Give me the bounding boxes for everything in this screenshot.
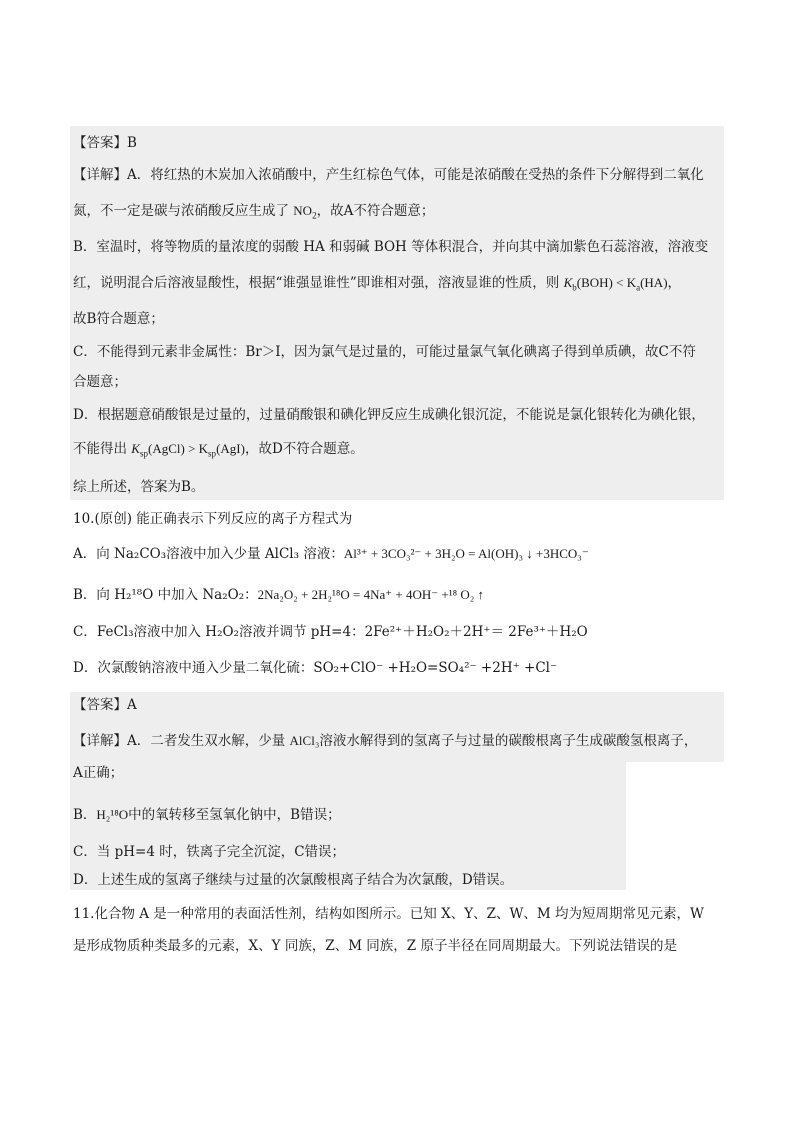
q10-option-a: A．向 Na₂CO₃溶液中加入少量 AlCl₃ 溶液：Al³⁺ + 3CO₃²⁻ + 3H₂O = Al(OH)₃ ↓ +3HCO₃⁻ bbox=[73, 546, 589, 562]
detail-d-line1: D．根据题意硝酸银是过量的，过量硝酸银和碘化钾反应生成碘化银沉淀，不能说是氯化银转化为碘化银， bbox=[73, 407, 705, 423]
q10-detail-a-line1: 【详解】A．二者发生双水解，少量 AlCl₃溶液水解得到的氢离子与过量的碳酸根离子生成碳酸氢根离子， bbox=[73, 733, 698, 749]
kb-ka-formula: $K_b(BOH) < K_a(HA)$ bbox=[563, 275, 668, 293]
q10-option-b: B．向 H₂¹⁸O 中加入 Na₂O₂：2Na₂O₂ + 2H₂¹⁸O = 4Na⁺ + 4OH⁻ +¹⁸ O₂ ↑ bbox=[73, 587, 485, 603]
q10-detail-d: D．上述生成的氢离子继续与过量的次氯酸根离子结合为次氯酸，D错误。 bbox=[73, 872, 514, 888]
q10-detail-b: B．H₂¹⁸O中的氧转移至氢氧化钠中，B错误； bbox=[73, 807, 341, 823]
q10-answer-label: 【答案】A bbox=[73, 697, 137, 713]
q10-option-d: D．次氯酸钠溶液中通入少量二氧化硫：SO₂+ClO⁻ +H₂O=SO₄²⁻ +2H⁺ +Cl⁻ bbox=[73, 660, 558, 676]
detail-b-line2: 红，说明混合后溶液显酸性，根据“谁强显谁性”即谁相对强，溶液显谁的性质，则 $K_b(BOH) < K_a(HA)$， bbox=[73, 275, 682, 293]
q10-detail-a-line2: A正确； bbox=[73, 765, 124, 781]
detail-b-line1: B．室温时，将等物质的量浓度的弱酸 HA 和弱碱 BOH 等体积混合，并向其中滴加紫色石蕊溶液，溶液变 bbox=[73, 239, 709, 255]
answer-label: 【答案】B bbox=[73, 135, 137, 151]
detail-b-text: 红，说明混合后溶液显酸性，根据“谁强显谁性”即谁相对强，溶液显谁的性质，则 bbox=[73, 275, 564, 291]
summary: 综上所述，答案为B。 bbox=[73, 479, 205, 495]
detail-c-line2: 合题意； bbox=[73, 374, 127, 390]
detail-b-line3: 故B符合题意； bbox=[73, 311, 164, 327]
detail-a-line1: 【详解】A．将红热的木炭加入浓硝酸中，产生红棕色气体，可能是浓硝酸在受热的条件下分解得到二氧化 bbox=[73, 167, 704, 183]
detail-d-line2: 不能得出 $K_{sp}(AgCl) > K_{sp}(AgI)$，故D不符合题意。 bbox=[73, 441, 364, 459]
detail-a-end: ，故A不符合题意； bbox=[316, 203, 435, 219]
answer-block-q10 bbox=[70, 692, 724, 762]
q10-option-c: C．FeCl₃溶液中加入 H₂O₂溶液并调节 pH=4：2Fe²⁺＋H₂O₂＋2H⁺＝ 2Fe³⁺＋H₂O bbox=[73, 624, 588, 640]
q11-stem-line2: 是形成物质种类最多的元素，X、Y 同族，Z、M 同族，Z 原子半径在同周期最大。下列说法错误的是 bbox=[73, 938, 677, 954]
detail-a-text: 氮，不一定是碳与浓硝酸反应生成了 bbox=[73, 203, 294, 219]
no2-formula: $NO_2$ bbox=[293, 203, 317, 221]
q10-stem: 10.(原创) 能正确表示下列反应的离子方程式为 bbox=[73, 511, 353, 527]
q11-stem-line1: 11.化合物 A 是一种常用的表面活性剂，结构如图所示。已知 X、Y、Z、W、M 均为短周期常见元素，W bbox=[73, 906, 704, 922]
q10-detail-c: C．当 pH=4 时，铁离子完全沉淀，C错误； bbox=[73, 844, 346, 860]
detail-c-line1: C．不能得到元素非金属性：Br＞I，因为氯气是过量的，可能过量氯气氧化碘离子得到单质碘，故C不符 bbox=[73, 344, 696, 360]
detail-a-line2 bbox=[73, 202, 434, 220]
ksp-formula: $K_{sp}(AgCl) > K_{sp}(AgI)$ bbox=[131, 441, 245, 459]
